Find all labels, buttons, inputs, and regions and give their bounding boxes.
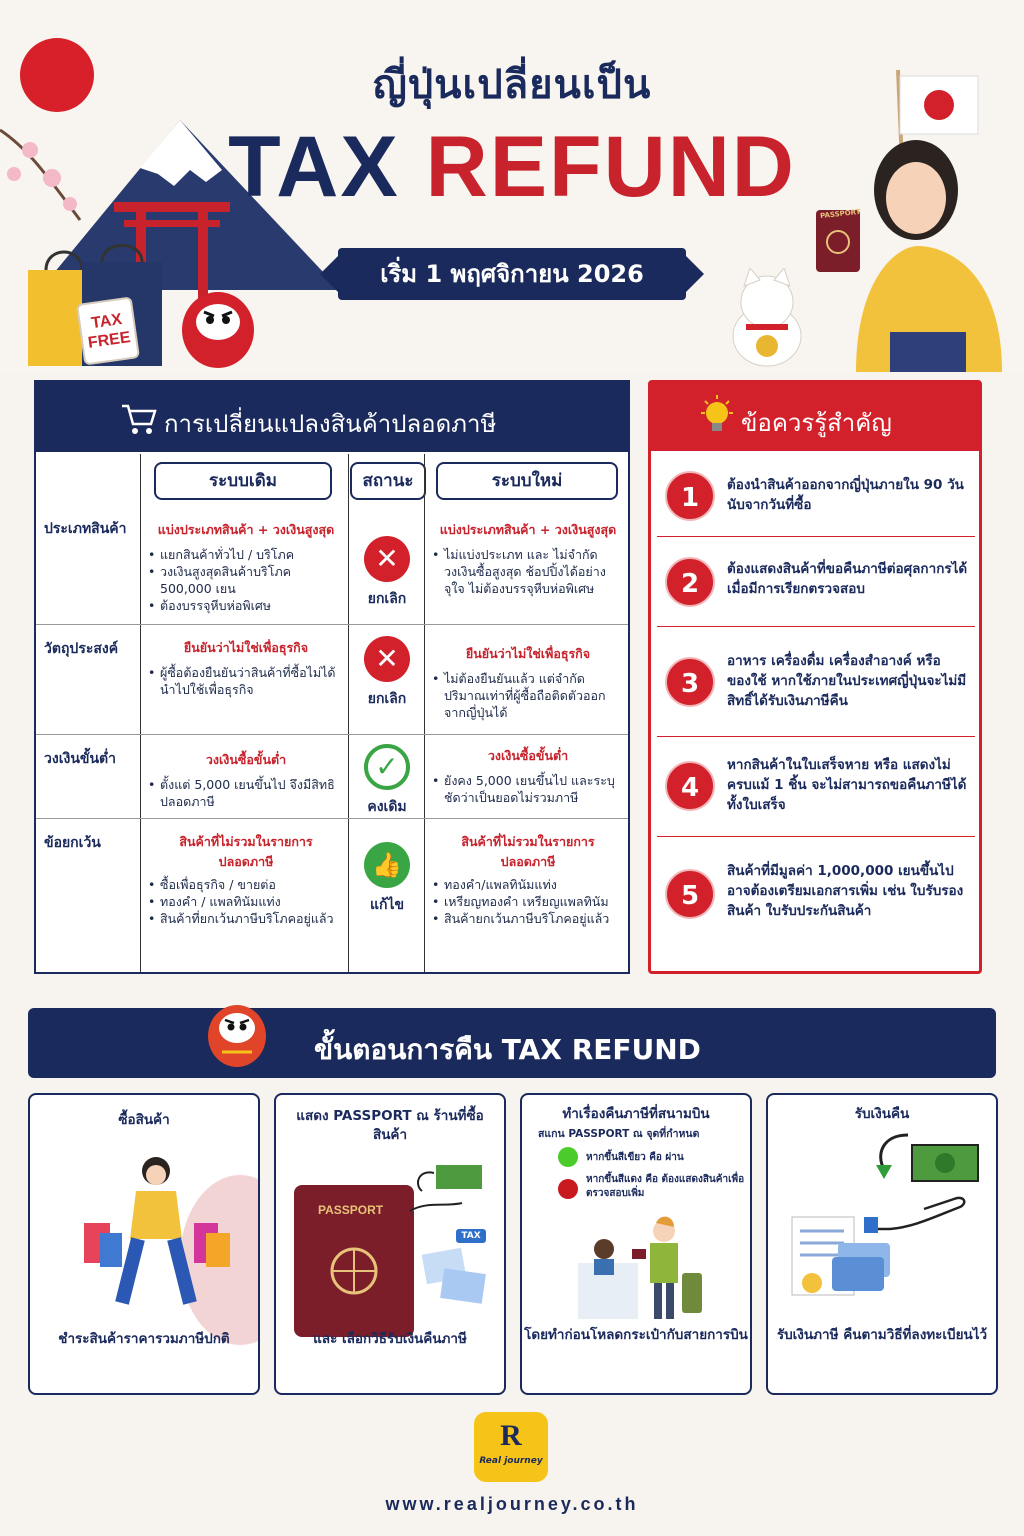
row4-status xyxy=(352,842,422,916)
important-notes-panel xyxy=(648,380,982,974)
item-text: หากสินค้าในใบเสร็จหาย หรือ แสดงไม่ครบแม้ 1 ชิ้น จะไม่สามารถขอคืนภาษีได้ทั้งใบเสร็จ xyxy=(727,757,967,813)
item-number: 5 xyxy=(665,869,715,919)
row3-old-cell xyxy=(146,750,346,810)
row3-new-heading: วงเงินซื้อขั้นต่ำ xyxy=(487,748,569,763)
daruma-icon xyxy=(206,994,268,1068)
row2-old-heading: ยืนยันว่าไม่ใช่เพื่อธุรกิจ xyxy=(183,640,309,655)
airport-counter-illustration xyxy=(578,1213,708,1321)
row4-status-label: แก้ไข xyxy=(369,897,405,913)
row2-new-item: • ไม่ต้องยืนยันแล้ว แต่จำกัดปริมาณเท่าที่ผู้ซื้อถือติดตัวออกจากญี่ปุ่นได้ xyxy=(430,670,626,721)
shopping-cart-icon xyxy=(120,402,158,436)
important-item xyxy=(657,837,975,967)
step-card-receive xyxy=(766,1093,998,1395)
column-divider xyxy=(140,454,141,972)
step3-footer: โดยทำก่อนโหลดกระเป๋ากับสายการบิน xyxy=(524,1327,748,1343)
row3-status-label: คงเดิม xyxy=(367,799,407,815)
step-card-buy xyxy=(28,1093,260,1395)
row-divider xyxy=(36,734,628,735)
row1-old-item: • แยกสินค้าทั่วไป / บริโภค xyxy=(146,546,346,563)
hero-banner xyxy=(0,0,1024,372)
item-number: 4 xyxy=(665,761,715,811)
tax-free-tag-line1: TAX xyxy=(90,311,124,333)
step-card-passport xyxy=(274,1093,506,1395)
important-item xyxy=(657,737,975,837)
important-header xyxy=(651,383,979,451)
item-text: สินค้าที่มีมูลค่า 1,000,000 เยนขึ้นไป อาจต้องเตรียมเอกสารเพิ่ม เช่น ใบรับรองสินค้า ใบรับประกันสินค้า xyxy=(727,863,964,919)
check-icon: ✓ xyxy=(364,744,410,790)
receipts-icon xyxy=(420,1247,490,1307)
row2-old-cell xyxy=(146,638,346,698)
column-divider xyxy=(348,454,349,972)
real-journey-logo xyxy=(474,1412,548,1482)
tax-badge: TAX xyxy=(456,1229,486,1243)
row2-new-cell xyxy=(430,644,626,721)
step1-title: ซื้อสินค้า xyxy=(118,1112,170,1128)
row3-new-item: • ยังคง 5,000 เยนขึ้นไป และระบุชัดว่าเป็นยอดไม่รวมภาษี xyxy=(430,772,626,806)
step2-title: แสดง PASSPORT ณ ร้านที่ซื้อสินค้า xyxy=(296,1108,484,1143)
red-status-dot xyxy=(558,1179,578,1199)
important-item xyxy=(657,627,975,737)
row1-old-item: • ต้องบรรจุหีบห่อพิเศษ xyxy=(146,597,346,614)
row-label-minimum: วงเงินขั้นต่ำ xyxy=(44,751,116,767)
step-card-airport xyxy=(520,1093,752,1395)
row1-status xyxy=(352,536,422,610)
row-label-purpose: วัตถุประสงค์ xyxy=(44,641,119,657)
row4-old-item: • ทองคำ / แพลทินัมแท่ง xyxy=(146,893,346,910)
row1-new-cell xyxy=(430,520,626,597)
row2-old-item: • ผู้ซื้อต้องยืนยันว่าสินค้าที่ซื้อไม่ได้นำไปใช้เพื่อธุรกิจ xyxy=(146,664,346,698)
col-new-system: ระบบใหม่ xyxy=(436,462,618,500)
step2-footer: และ เลือกวิธีรับเงินคืนภาษี xyxy=(313,1331,467,1347)
comparison-table xyxy=(34,380,630,974)
steps-header xyxy=(28,1008,996,1078)
x-icon: ✕ xyxy=(364,536,410,582)
receipt-card-icon xyxy=(788,1211,898,1301)
important-item xyxy=(657,455,975,537)
row1-old-cell xyxy=(146,520,346,614)
row-divider xyxy=(36,624,628,625)
green-note: หากขึ้นสีเขียว คือ ผ่าน xyxy=(586,1152,684,1163)
row-label-product-type: ประเภทสินค้า xyxy=(44,521,127,537)
tax-free-tag-line2: FREE xyxy=(87,329,132,352)
important-title: ข้อควรรู้สำคัญ xyxy=(741,409,892,437)
red-note: หากขึ้นสีแดง คือ ต้องแสดงสินค้าเพื่อตรวจสอบเพิ่ม xyxy=(586,1174,745,1199)
logo-name: Real journey xyxy=(479,1456,543,1466)
row2-new-heading: ยืนยันว่าไม่ใช่เพื่อธุรกิจ xyxy=(465,646,591,661)
row-divider xyxy=(36,818,628,819)
passport-label: PASSPORT xyxy=(819,207,861,221)
item-number: 2 xyxy=(665,557,715,607)
row3-old-heading: วงเงินซื้อขั้นต่ำ xyxy=(205,752,287,767)
row-label-exceptions: ข้อยกเว้น xyxy=(44,835,101,851)
row4-new-heading: สินค้าที่ไม่รวมในรายการปลอดภาษี xyxy=(461,834,595,869)
cash-refund-icon xyxy=(406,1161,486,1221)
col-old-system: ระบบเดิม xyxy=(154,462,332,500)
important-item xyxy=(657,537,975,627)
green-status-dot xyxy=(558,1147,578,1167)
item-text: ต้องแสดงสินค้าที่ขอคืนภาษีต่อศุลกากรได้เมื่อมีการเรียกตรวจสอบ xyxy=(727,561,968,597)
row1-status-label: ยกเลิก xyxy=(367,591,407,607)
step1-footer: ชำระสินค้าราคารวมภาษีปกติ xyxy=(58,1331,230,1347)
headline-refund: REFUND xyxy=(425,119,796,215)
comparison-header xyxy=(36,382,628,452)
row3-status xyxy=(352,744,422,818)
row4-new-cell xyxy=(430,832,626,927)
row4-old-item: • ซื้อเพื่อธุรกิจ / ขายต่อ xyxy=(146,876,346,893)
row1-new-item: • ไม่แบ่งประเภท และ ไม่จำกัดวงเงินซื้อสูงสุด ช้อปปิ้งได้อย่างจุใจ ไม่ต้องบรรจุหีบห่อพิเศษ xyxy=(430,546,626,597)
traveler-woman-illustration xyxy=(806,70,1006,372)
website-url[interactable]: www.realjourney.co.th xyxy=(385,1494,639,1514)
passport-cover-label: PASSPORT xyxy=(318,1203,384,1217)
item-text: อาหาร เครื่องดื่ม เครื่องสำอางค์ หรือของใช้ หากใช้ภายในประเทศญี่ปุ่นจะไม่มีสิทธิ์ได้รับเงินภาษีคืน xyxy=(727,653,967,709)
comparison-title: การเปลี่ยนแปลงสินค้าปลอดภาษี xyxy=(164,410,497,438)
row4-new-item: • เหรียญทองคำ เหรียญแพลทินัม xyxy=(430,893,626,910)
tax-free-tag xyxy=(76,296,140,365)
row4-new-item: • สินค้ายกเว้นภาษีบริโภคอยู่แล้ว xyxy=(430,910,626,927)
item-number: 3 xyxy=(665,657,715,707)
step4-title: รับเงินคืน xyxy=(854,1106,910,1122)
daruma-doll-illustration xyxy=(180,282,256,368)
headline-tax: TAX xyxy=(228,119,400,215)
item-text: ต้องนำสินค้าออกจากญี่ปุ่นภายใน 90 วัน นับจากวันที่ซื้อ xyxy=(727,477,964,513)
col-status: สถานะ xyxy=(350,462,426,500)
headline-thai: ญี่ปุ่นเปลี่ยนเป็น xyxy=(372,62,652,108)
thumbs-up-icon: 👍 xyxy=(364,842,410,888)
step3-title: ทำเรื่องคืนภาษีที่สนามบิน xyxy=(562,1106,710,1122)
row1-old-heading: แบ่งประเภทสินค้า + วงเงินสูงสุด xyxy=(157,522,335,537)
item-number: 1 xyxy=(665,471,715,521)
shopper-woman-illustration xyxy=(66,1153,246,1313)
row3-old-item: • ตั้งแต่ 5,000 เยนขึ้นไป จึงมีสิทธิปลอดภาษี xyxy=(146,776,346,810)
step4-footer: รับเงินภาษี คืนตามวิธีที่ลงทะเบียนไว้ xyxy=(776,1327,988,1343)
row3-new-cell xyxy=(430,746,626,806)
row4-new-item: • ทองคำ/แพลทินัมแท่ง xyxy=(430,876,626,893)
step3-subtitle: สแกน PASSPORT ณ จุดที่กำหนด xyxy=(538,1128,700,1140)
row1-old-item: • วงเงินสูงสุดสินค้าบริโภค 500,000 เยน xyxy=(146,563,346,597)
lucky-cat-illustration xyxy=(724,268,810,368)
start-date-banner: เริ่ม 1 พฤศจิกายน 2026 xyxy=(338,248,686,300)
row4-old-heading: สินค้าที่ไม่รวมในรายการปลอดภาษี xyxy=(179,834,313,869)
logo-mark: R xyxy=(500,1419,522,1452)
row1-new-heading: แบ่งประเภทสินค้า + วงเงินสูงสุด xyxy=(439,522,617,537)
lightbulb-icon xyxy=(699,395,735,439)
steps-title: ขั้นตอนการคืน TAX REFUND xyxy=(314,1033,701,1066)
row2-status-label: ยกเลิก xyxy=(367,691,407,707)
row2-status xyxy=(352,636,422,710)
row4-old-cell xyxy=(146,832,346,927)
x-icon: ✕ xyxy=(364,636,410,682)
column-divider xyxy=(424,454,425,972)
row4-old-item: • สินค้าที่ยกเว้นภาษีบริโภคอยู่แล้ว xyxy=(146,910,346,927)
